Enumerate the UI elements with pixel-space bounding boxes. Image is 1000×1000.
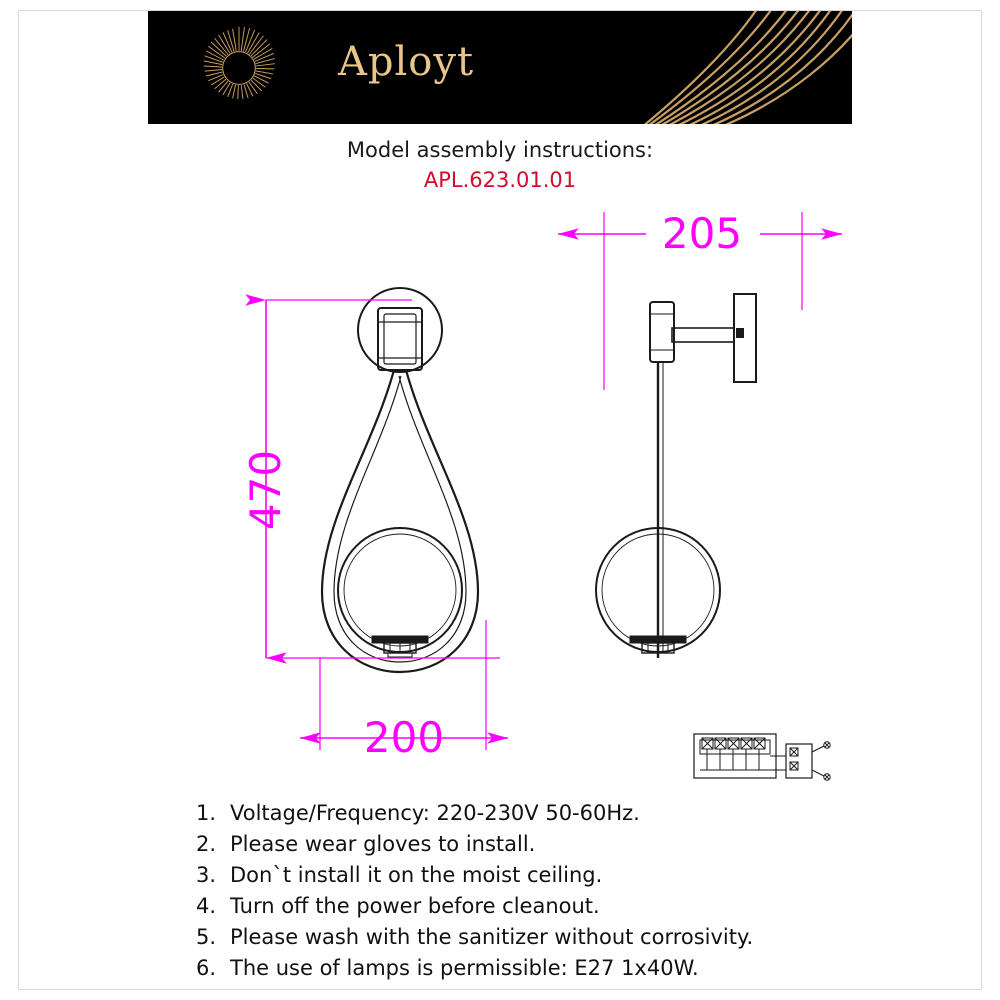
list-item	[196, 891, 916, 922]
dimension-width-label: 200	[363, 713, 445, 762]
list-item	[196, 953, 916, 984]
dimension-height-label: 470	[241, 449, 290, 531]
terminal-block-wiring-icon	[690, 726, 840, 796]
instruction-list	[196, 798, 916, 984]
brand-banner	[148, 11, 852, 124]
model-number: APL.623.01.01	[423, 168, 577, 192]
list-item-text: The use of lamps is permissible: E27 1x40W.	[230, 956, 699, 980]
list-item	[196, 922, 916, 953]
list-item-number: 3.	[196, 863, 217, 887]
list-item-number: 2.	[196, 832, 217, 856]
side-view-lamp	[596, 294, 756, 658]
list-item-text: Please wear gloves to install.	[230, 832, 536, 856]
list-item	[196, 860, 916, 891]
front-view-lamp	[322, 288, 478, 672]
list-item-text: Please wash with the sanitizer without corrosivity.	[230, 925, 754, 949]
list-item	[196, 829, 916, 860]
fan-rays-icon	[572, 11, 852, 124]
list-item-text: Voltage/Frequency: 220-230V 50-60Hz.	[230, 801, 640, 825]
dimension-depth-label: 205	[661, 209, 743, 258]
list-item-number: 6.	[196, 956, 217, 980]
list-item-number: 4.	[196, 894, 217, 918]
dimension-depth-205	[558, 209, 842, 390]
technical-drawing	[0, 190, 1000, 790]
list-item-number: 5.	[196, 925, 217, 949]
brand-name: Aployt	[338, 39, 475, 85]
list-item-text: Don`t install it on the moist ceiling.	[230, 863, 603, 887]
sunburst-logo-icon	[196, 25, 282, 111]
list-item-text: Turn off the power before cleanout.	[230, 894, 600, 918]
list-item-number: 1.	[196, 801, 217, 825]
list-item	[196, 798, 916, 829]
page-title: Model assembly instructions:	[346, 138, 654, 162]
